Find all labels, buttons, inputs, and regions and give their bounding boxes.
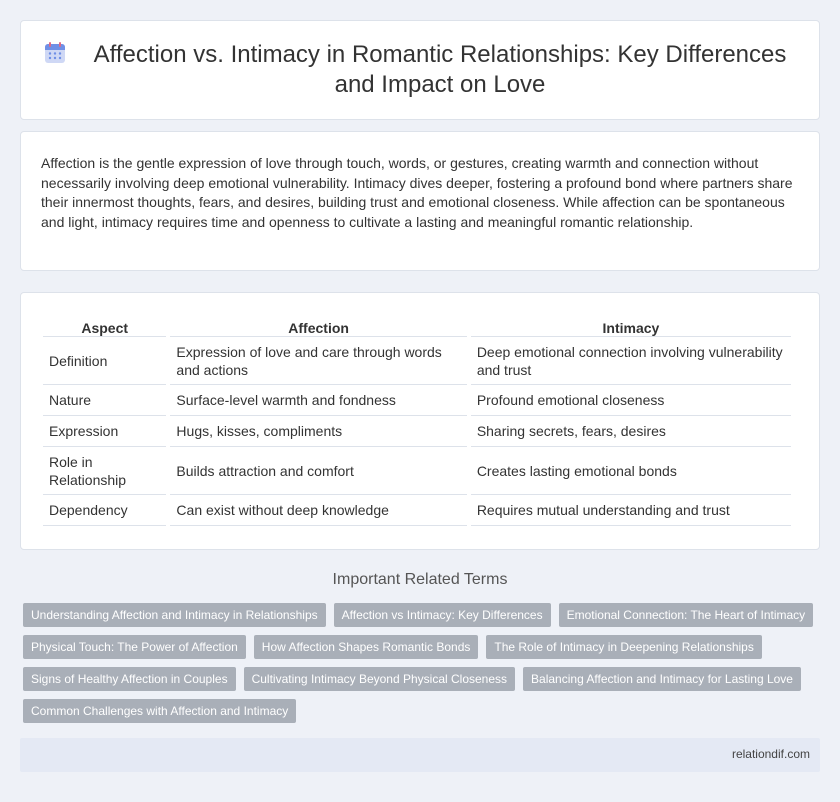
cell-intimacy: Creates lasting emotional bonds	[471, 447, 791, 495]
cell-affection: Hugs, kisses, compliments	[170, 416, 466, 447]
table-row	[43, 385, 791, 416]
related-terms-title: Important Related Terms	[332, 571, 508, 588]
header-affection: Affection	[170, 311, 466, 337]
header-card	[20, 20, 820, 120]
footer	[20, 738, 820, 772]
cell-aspect: Expression	[43, 416, 166, 447]
table-row	[43, 416, 791, 447]
intro-card	[20, 131, 820, 271]
cell-intimacy: Deep emotional connection involving vulnerability and trust	[471, 337, 791, 385]
table-header-row	[43, 311, 791, 337]
table-row	[43, 337, 791, 385]
related-tag[interactable]: Emotional Connection: The Heart of Intimacy	[559, 603, 814, 627]
related-tag[interactable]: Physical Touch: The Power of Affection	[23, 635, 246, 659]
cell-intimacy: Requires mutual understanding and trust	[471, 495, 791, 526]
cell-aspect: Role in Relationship	[43, 447, 166, 495]
related-terms-tags	[23, 603, 823, 731]
header-aspect: Aspect	[43, 311, 166, 337]
related-tag[interactable]: The Role of Intimacy in Deepening Relationships	[486, 635, 761, 659]
related-tag[interactable]: Signs of Healthy Affection in Couples	[23, 667, 236, 691]
footer-site-link[interactable]: relationdif.com	[731, 747, 810, 761]
header-intimacy: Intimacy	[471, 311, 791, 337]
cell-affection: Builds attraction and comfort	[170, 447, 466, 495]
table-row	[43, 447, 791, 495]
comparison-table	[39, 311, 795, 526]
related-tag[interactable]: Common Challenges with Affection and Intimacy	[23, 699, 296, 723]
cell-affection: Can exist without deep knowledge	[170, 495, 466, 526]
intro-paragraph: Affection is the gentle expression of love through touch, words, or gestures, creating warmth and connection without necessarily involving deep emotional vulnerability. Intimacy dives deeper, fostering a profound bond where partners share their innermost thoughts, fears, and desires, building trust and emotional closeness. While affection can be spontaneous and light, intimacy requires time and openness to cultivate a lasting and meaningful romantic relationship.	[41, 155, 793, 230]
related-tag[interactable]: Balancing Affection and Intimacy for Lasting Love	[523, 667, 801, 691]
related-tag[interactable]: How Affection Shapes Romantic Bonds	[254, 635, 479, 659]
page-title: Affection vs. Intimacy in Romantic Relationships: Key Differences and Impact on Love	[93, 41, 787, 98]
related-tag[interactable]: Understanding Affection and Intimacy in Relationships	[23, 603, 326, 627]
cell-aspect: Dependency	[43, 495, 166, 526]
cell-aspect: Nature	[43, 385, 166, 416]
cell-intimacy: Sharing secrets, fears, desires	[471, 416, 791, 447]
related-tag[interactable]: Affection vs Intimacy: Key Differences	[334, 603, 551, 627]
related-tag[interactable]: Cultivating Intimacy Beyond Physical Closeness	[244, 667, 515, 691]
table-row	[43, 495, 791, 526]
cell-intimacy: Profound emotional closeness	[471, 385, 791, 416]
cell-aspect: Definition	[43, 337, 166, 385]
comparison-table-card	[20, 292, 820, 550]
cell-affection: Expression of love and care through words and actions	[170, 337, 466, 385]
cell-affection: Surface-level warmth and fondness	[170, 385, 466, 416]
